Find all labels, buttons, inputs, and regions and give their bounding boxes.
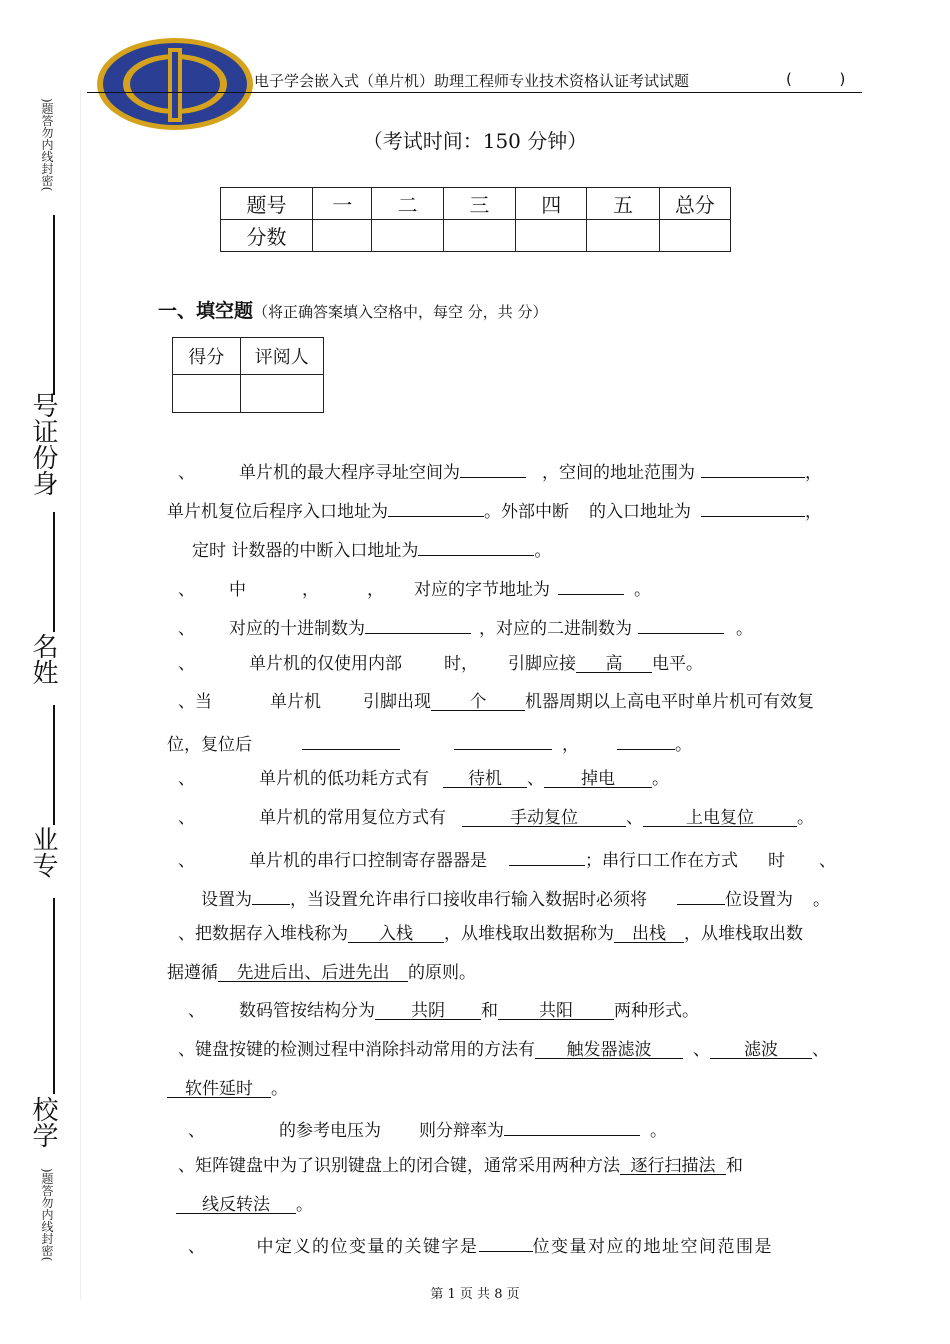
answer-blank[interactable]: 软件延时 — [167, 1077, 271, 1098]
answer-blank[interactable] — [365, 613, 471, 634]
seal-line-text-bottom: )题答勿内线封密( — [40, 1168, 54, 1262]
grader-score-cell[interactable] — [173, 375, 241, 413]
score-cell: 二 — [372, 188, 443, 220]
exam-code-box: ( ) — [786, 70, 846, 88]
question-line: 、键盘按键的检测过程中消除抖动常用的方法有 触发器滤波 、 滤波 、 — [178, 1040, 829, 1060]
id-number-label: 号证份身 — [28, 392, 58, 496]
school-label: 校学 — [28, 1096, 58, 1148]
score-cell: 四 — [516, 188, 587, 220]
question-line: 、把数据存入堆栈称为 入栈 ，从堆栈取出数据称为 出栈 ，从堆栈取出数 — [178, 924, 803, 944]
answer-blank[interactable]: 滤波 — [710, 1038, 812, 1059]
page-number: 第 1 页 共 8 页 — [430, 1287, 520, 1302]
question-line: 、 中 ， ， 对应的字节地址为 。 — [178, 574, 651, 602]
question-line: 、 单片机的常用复位方式有 手动复位 、 上电复位 。 — [178, 808, 814, 828]
question-line: 单片机复位后程序入口地址为 。外部中断 的入口地址为 ， — [167, 496, 822, 524]
answer-blank[interactable] — [418, 535, 534, 556]
answer-blank[interactable]: 掉电 — [544, 767, 652, 788]
question-line: 、 单片机的最大程序寻址空间为 ，空间的地址范围为 ， — [178, 457, 822, 485]
answer-blank[interactable] — [701, 496, 805, 517]
question-line: 软件延时 。 — [167, 1077, 288, 1101]
score-cell: 题号 — [221, 188, 313, 220]
section-title — [158, 296, 548, 323]
question-line: 设置为 ，当设置允许串行口接收串行输入数据时必须将 位设置为 。 — [201, 884, 830, 912]
answer-blank[interactable]: 共阴 — [375, 999, 481, 1020]
answer-blank[interactable] — [617, 729, 675, 750]
answer-blank[interactable]: 高 — [576, 652, 652, 673]
section-heading: 一、填空题 — [158, 300, 254, 322]
question-line: 、 对应的十进制数为 ，对应的二进制数为 。 — [178, 613, 753, 641]
score-cell: 分数 — [221, 220, 313, 252]
score-input-cell[interactable] — [516, 220, 587, 252]
question-line: 、 单片机的串行口控制寄存器器是 ；串行口工作在方式 时 、 — [178, 845, 836, 873]
binding-line — [53, 512, 55, 632]
answer-blank[interactable]: 入栈 — [348, 922, 444, 943]
name-label: 名姓 — [28, 633, 58, 685]
answer-blank[interactable]: 线反转法 — [176, 1193, 296, 1214]
score-cell: 五 — [587, 188, 659, 220]
binding-border — [80, 90, 81, 1300]
answer-blank[interactable] — [504, 1115, 640, 1136]
question-line: 、矩阵键盘中为了识别键盘上的闭合键，通常采用两种方法 逐行扫描法 和 — [178, 1156, 743, 1176]
score-input-cell[interactable] — [372, 220, 443, 252]
answer-blank[interactable] — [302, 729, 400, 750]
binding-line — [53, 898, 55, 1094]
answer-blank[interactable] — [252, 884, 290, 905]
score-input-cell[interactable] — [313, 220, 372, 252]
answer-blank[interactable]: 手动复位 — [462, 806, 626, 827]
binding-line — [53, 215, 55, 395]
major-label: 业专 — [28, 826, 58, 878]
score-table-score-row — [221, 220, 731, 252]
question-line: 位，复位后 ， 。 — [167, 729, 692, 757]
answer-blank[interactable]: 个 — [431, 690, 525, 711]
question-line: 、 单片机的低功耗方式有 待机 、 掉电 。 — [178, 769, 669, 789]
question-line: 、当 单片机 引脚出现 个 机器周期以上高电平时单片机可有效复 — [178, 692, 814, 712]
answer-blank[interactable] — [479, 1231, 533, 1252]
score-table-header-row — [221, 188, 731, 220]
binding-line — [53, 705, 55, 825]
seal-line-text-top: )题答勿内线封密( — [40, 98, 54, 192]
grader-table — [172, 337, 324, 413]
grader-name-cell[interactable] — [240, 375, 323, 413]
answer-blank[interactable]: 触发器滤波 — [535, 1038, 683, 1059]
question-line: 定时 计数器的中断入口地址为 。 — [192, 535, 551, 563]
answer-blank[interactable]: 逐行扫描法 — [620, 1154, 726, 1175]
question-line: 据遵循 先进后出、后进先出 的原则。 — [167, 963, 476, 983]
grader-header: 评阅人 — [240, 338, 323, 375]
society-logo — [95, 36, 255, 132]
answer-blank[interactable]: 待机 — [443, 767, 527, 788]
score-input-cell[interactable] — [443, 220, 515, 252]
answer-blank[interactable] — [558, 574, 624, 595]
answer-blank[interactable] — [638, 613, 724, 634]
question-line: 、 单片机的仅使用内部 时， 引脚应接 高 电平。 — [178, 654, 703, 674]
score-input-cell[interactable] — [659, 220, 730, 252]
answer-blank[interactable] — [454, 729, 552, 750]
score-input-cell[interactable] — [587, 220, 659, 252]
exam-header-title: 电子学会嵌入式（单片机）助理工程师专业技术资格认证考试试题 — [254, 72, 690, 90]
answer-blank[interactable]: 共阳 — [498, 999, 614, 1020]
grader-header: 得分 — [173, 338, 241, 375]
answer-blank[interactable] — [388, 496, 484, 517]
question-line: 、 的参考电压为 则分辩率为 。 — [188, 1115, 667, 1143]
question-line: 、 数码管按结构分为 共阴 和 共阳 两种形式。 — [188, 1001, 699, 1021]
question-line: 、 中定义的位变量的关键字是 位变量对应的地址空间范围是 — [188, 1231, 773, 1259]
score-cell: 一 — [313, 188, 372, 220]
score-cell: 三 — [443, 188, 515, 220]
answer-blank[interactable] — [460, 457, 526, 478]
exam-duration: （考试时间：150 分钟） — [362, 129, 588, 153]
score-cell: 总分 — [659, 188, 730, 220]
question-line: 线反转法 。 — [176, 1193, 313, 1217]
answer-blank[interactable] — [701, 457, 805, 478]
answer-blank[interactable]: 上电复位 — [643, 806, 797, 827]
score-table — [220, 187, 731, 252]
section-instructions: （将正确答案填入空格中，每空 分，共 分） — [253, 303, 548, 321]
answer-blank[interactable]: 先进后出、后进先出 — [218, 961, 408, 982]
header-rule — [87, 92, 862, 93]
answer-blank[interactable] — [509, 845, 585, 866]
answer-blank[interactable]: 出栈 — [614, 922, 684, 943]
answer-blank[interactable] — [677, 884, 725, 905]
